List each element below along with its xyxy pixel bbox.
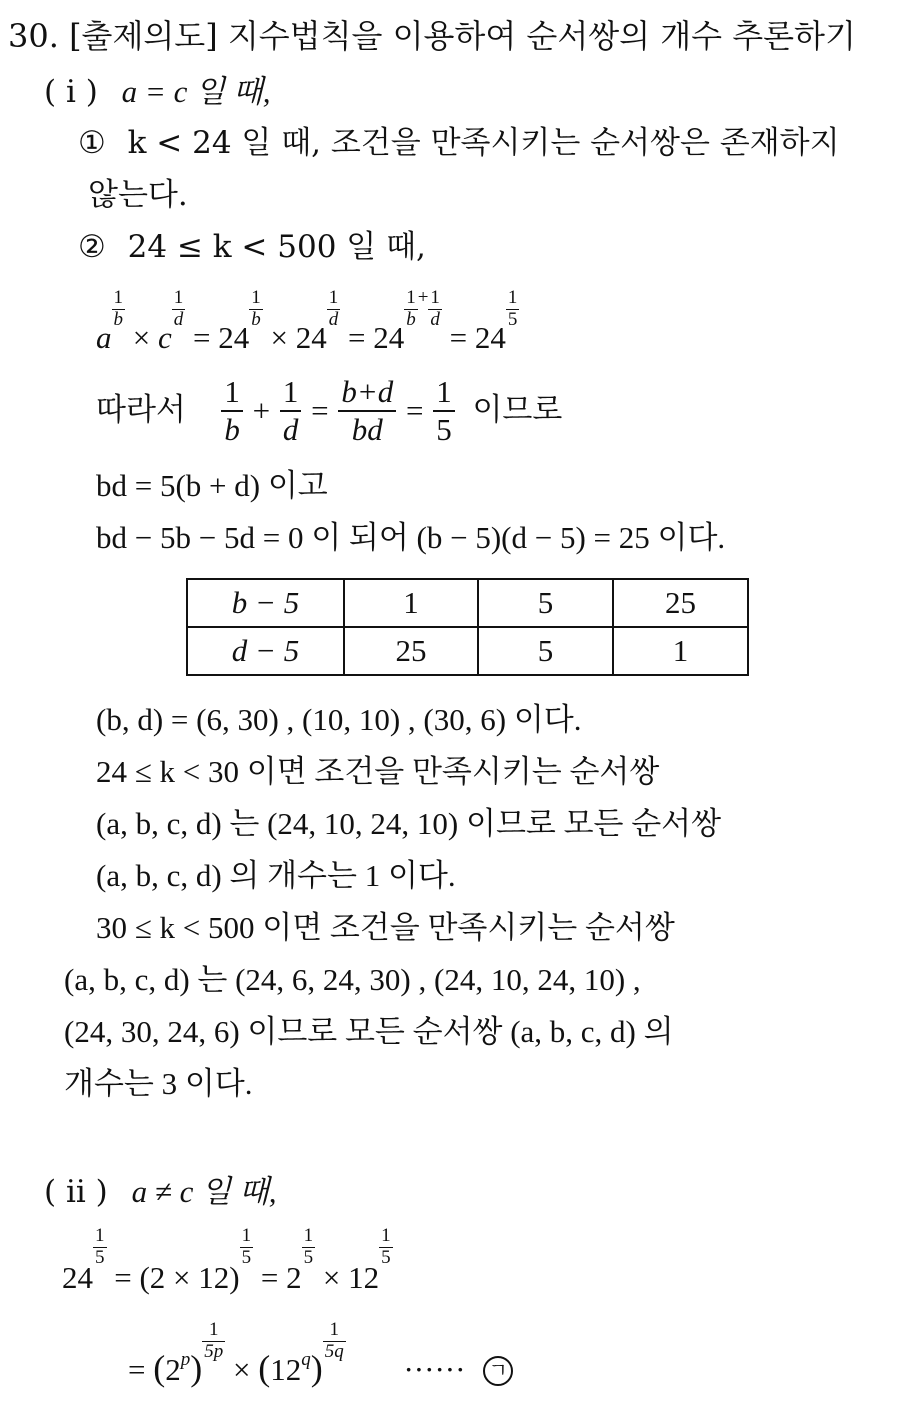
para-line-4: 30 ≤ k < 500 이면 조건을 만족시키는 순서쌍: [96, 910, 675, 945]
item1-number: ①: [78, 125, 106, 161]
table-cell: 5: [478, 579, 613, 627]
exponent-equation: a $\frac{1}{b}$ × c $\frac{1}{d}$ = 24 $\frac{1}{b}$ × 24 $\frac{1}{d}$ = 24 $\frac{1}{b}$ + $\frac{1}{d}$ = 24 $\frac{1}{5}$: [96, 287, 518, 355]
eq-factor: bd − 5b − 5d = 0 이 되어 (b − 5)(d − 5) = 25 이다.: [96, 520, 726, 555]
case2-condition: [44, 1176, 277, 1208]
table-cell: 25: [344, 627, 478, 675]
case1-cond: a = c 일 때,: [121, 74, 271, 109]
table-cell: b − 5: [187, 579, 344, 627]
eq-a: a: [96, 320, 112, 355]
item1: [78, 125, 840, 161]
problem-header: 30. [출제의도] 지수법칙을 이용하여 순서쌍의 개수 추론하기: [8, 17, 856, 55]
item1-text-cont: 않는다.: [88, 177, 188, 213]
table-cell: 25: [613, 579, 748, 627]
para-line-3: (a, b, c, d) 의 개수는 1 이다.: [96, 858, 456, 893]
para-line-7: 개수는 3 이다.: [64, 1066, 253, 1101]
item2-number: ②: [78, 229, 106, 265]
case2-cond: a ≠ c 일 때,: [131, 1174, 277, 1209]
case2-label: ( ii ): [44, 1174, 108, 1210]
case1-label: ( i ): [44, 74, 98, 110]
table-cell: 1: [613, 627, 748, 675]
circled-mark: ㄱ: [483, 1356, 513, 1386]
para-line-1: 24 ≤ k < 30 이면 조건을 만족시키는 순서쌍: [96, 754, 660, 789]
case1-condition: [44, 76, 271, 108]
eq-bd: bd = 5(b + d) 이고: [96, 468, 328, 503]
table-row: [187, 627, 748, 675]
table-cell: 1: [344, 579, 478, 627]
para-line-6: (24, 30, 24, 6) 이므로 모든 순서쌍 (a, b, c, d) 의: [64, 1014, 674, 1049]
case2-line1: 24 $\frac{1}{5}$ = (2 × 12) $\frac{1}{5}$ = 2 $\frac{1}{5}$ × 12 $\frac{1}{5}$: [62, 1225, 391, 1295]
para-line-5: (a, b, c, d) 는 (24, 6, 24, 30) , (24, 10, 24, 10) ,: [64, 962, 641, 997]
item2-text: 24 ≤ k < 500 일 때,: [127, 229, 426, 265]
pairs-line: (b, d) = (6, 30) , (10, 10) , (30, 6) 이다.: [96, 702, 582, 737]
table-cell: d − 5: [187, 627, 344, 675]
item1-text: k < 24 일 때, 조건을 만족시키는 순서쌍은 존재하지: [127, 125, 840, 161]
fraction-equation: 따라서 $\frac{1}{b}$ + $\frac{1}{d}$ = $\frac{b+d}{bd}$ = $\frac{1}{5}$ 이므로: [96, 374, 563, 447]
para-line-2: (a, b, c, d) 는 (24, 10, 24, 10) 이므로 모든 순서쌍: [96, 806, 722, 841]
case2-line2: = (2$^p$) $\frac{1}{5p}$ × (12$^q$) $\frac{1}{5q}$ ······ ㄱ: [128, 1318, 513, 1388]
table-row: [187, 579, 748, 627]
item2: [78, 229, 426, 265]
factor-table: [186, 578, 749, 676]
table-cell: 5: [478, 627, 613, 675]
